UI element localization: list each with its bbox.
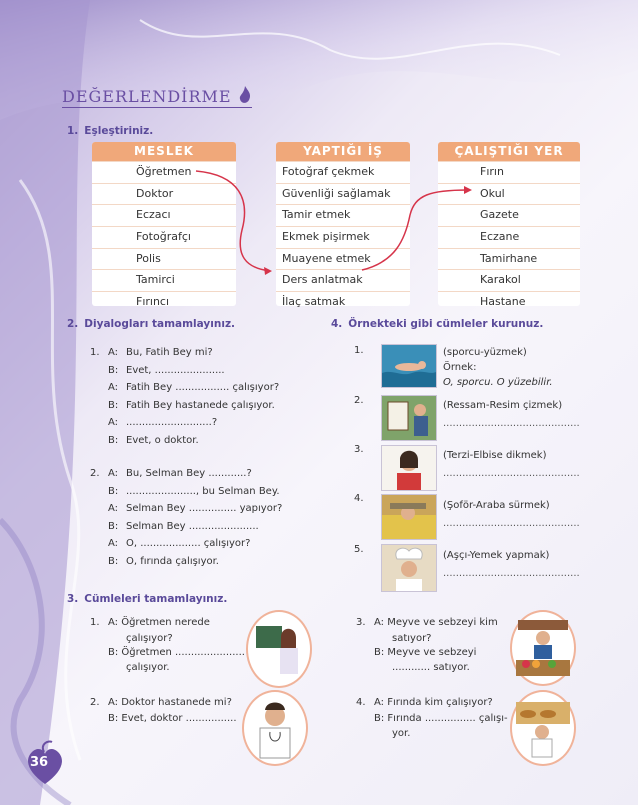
sentence-line (90, 694, 237, 712)
speaker: A: (108, 382, 119, 394)
section3-number: 3. (67, 593, 79, 605)
line-text: Bu, Fatih Bey mi? (126, 347, 213, 358)
prompt: (Terzi-Elbise dikmek) (443, 450, 547, 461)
prompt: (Ressam-Resim çizmek) (443, 400, 563, 411)
example-sentence: O, sporcu. O yüzebilir. (443, 376, 553, 388)
column-item: Fotoğrafçı (92, 226, 236, 248)
grocer-picture (510, 610, 576, 686)
exercise-4 (443, 497, 580, 532)
dialog-line (90, 465, 282, 483)
sentence-line: B: Öğretmen ...................... (108, 646, 245, 658)
line-text: Evet, ...................... (126, 364, 225, 376)
column-item: İlaç satmak (276, 291, 410, 313)
arrow-ders-okul (362, 190, 468, 270)
exercise-number: 5. (354, 544, 364, 555)
sentence-number: 3. (356, 617, 366, 628)
exercise-number: 2. (354, 395, 364, 406)
exercise-1 (443, 344, 553, 391)
prompt: (sporcu-yüzmek) (443, 347, 527, 358)
column-item: Fırıncı (92, 291, 236, 313)
column-header: YAPTIĞI İŞ (276, 142, 410, 161)
column-item: Tamir etmek (276, 204, 410, 226)
line-text: A: Meyve ve sebzeyi kim (374, 617, 498, 628)
dialog-line (90, 483, 282, 501)
dialog-line (90, 344, 279, 362)
speaker: A: (108, 468, 119, 479)
dialog-line (90, 518, 282, 536)
sentence-line: yor. (392, 727, 411, 739)
line-text: Evet, o doktor. (126, 434, 199, 446)
sentence-line (356, 614, 498, 632)
sentence-number: 4. (356, 697, 366, 708)
dialog-line (90, 379, 279, 397)
speaker: B: (108, 399, 119, 411)
exercise-number: 3. (354, 444, 364, 455)
line-text: ......................, bu Selman Bey. (126, 485, 280, 497)
line-text: Fatih Bey hastanede çalışıyor. (126, 399, 275, 411)
dialog-line (90, 432, 279, 450)
column-item: Tamirci (92, 269, 236, 291)
painter-picture (381, 395, 437, 441)
sentence-line: B: Meyve ve sebzeyi (374, 646, 477, 658)
speaker: A: (108, 503, 119, 515)
column-item: Güvenliği sağlamak (276, 183, 410, 205)
column-item: Gazete (438, 204, 580, 226)
sentence-line: satıyor? (392, 632, 432, 644)
sentence-line (90, 614, 245, 632)
section1-title: Eşleştiriniz. (84, 125, 154, 137)
sentence-line: çalışıyor? (126, 632, 173, 644)
sentence-2 (90, 694, 237, 726)
column-item: Polis (92, 248, 236, 270)
page-number: 36 (30, 755, 49, 770)
column-item: Eczane (438, 226, 580, 248)
answer-line[interactable]: ........................................... (443, 417, 580, 429)
line-text: Fatih Bey ................. çalışıyor? (126, 382, 280, 394)
exercise-number: 1. (354, 345, 364, 356)
prompt: (Aşçı-Yemek yapmak) (443, 550, 550, 561)
sentence-4 (356, 694, 508, 742)
example-label: Örnek: (443, 361, 477, 373)
column-header: MESLEK (92, 142, 236, 161)
speaker: A: (108, 417, 119, 429)
speaker: B: (108, 485, 119, 497)
sentence-number: 2. (90, 697, 100, 708)
section3-title: Cümleleri tamamlayınız. (84, 593, 228, 605)
sentence-line: B: Fırında ................ çalışı- (374, 712, 508, 724)
doctor-picture (242, 690, 308, 766)
column-item: Muayene etmek (276, 248, 410, 270)
teacher-picture (246, 610, 312, 688)
dialog-1 (90, 344, 279, 450)
arrowhead (464, 186, 472, 194)
exercise-number: 4. (354, 493, 364, 504)
section4-title: Örnekteki gibi cümleler kurunuz. (348, 318, 544, 330)
speaker: B: (108, 555, 119, 567)
sentence-line: B: Evet, doktor ................ (108, 712, 237, 724)
column-header: ÇALIŞTIĞI YER (438, 142, 580, 161)
dialog-line (90, 553, 282, 571)
section4-heading (331, 318, 543, 330)
sentence-3 (356, 614, 498, 676)
dialog-line (90, 535, 282, 553)
speaker: A: (108, 347, 119, 358)
column-item: Eczacı (92, 204, 236, 226)
section2-heading (67, 318, 235, 330)
tailor-picture (381, 445, 437, 491)
line-text: ...........................? (126, 417, 218, 429)
line-text: O, ................... çalışıyor? (126, 538, 251, 550)
line-text: A: Fırında kim çalışıyor? (374, 697, 493, 708)
swimmer-picture (381, 344, 437, 388)
dialog-2 (90, 465, 282, 571)
dialog-line (90, 362, 279, 380)
dialog-line (90, 500, 282, 518)
column-item: Ders anlatmak (276, 269, 410, 291)
arrowhead (264, 267, 272, 275)
doctor-icon (244, 692, 306, 764)
sentence-line: çalışıyor. (126, 661, 170, 673)
speaker: B: (108, 364, 119, 376)
column-item: Hastane (438, 291, 580, 313)
line-text: A: Öğretmen nerede (108, 617, 210, 628)
exercise-5 (443, 547, 580, 582)
section2-title: Diyalogları tamamlayınız. (84, 318, 236, 330)
section1-number: 1. (67, 125, 79, 137)
exercise-3 (443, 447, 580, 482)
column-item: Tamirhane (438, 248, 580, 270)
column-item: Öğretmen (92, 161, 236, 183)
line-text: Selman Bey ...................... (126, 520, 259, 532)
dialog-number: 1. (90, 347, 100, 358)
dialog-number: 2. (90, 468, 100, 479)
line-text: O, fırında çalışıyor. (126, 555, 219, 567)
teacher-icon (248, 612, 310, 686)
sentence-line (356, 694, 508, 712)
baker-icon (512, 692, 574, 764)
column-item: Fotoğraf çekmek (276, 161, 410, 183)
column-item: Ekmek pişirmek (276, 226, 410, 248)
line-text: A: Doktor hastanede mi? (108, 697, 232, 708)
baker-picture (510, 690, 576, 766)
column-item: Karakol (438, 269, 580, 291)
dialog-line (90, 397, 279, 415)
exercise-2 (443, 397, 580, 432)
sentence-line: ............ satıyor. (392, 661, 470, 673)
sentence-number: 1. (90, 617, 100, 628)
arrow-ogretmen-ders (196, 171, 270, 271)
answer-line[interactable]: ........................................... (443, 467, 580, 479)
section3-heading (67, 593, 227, 605)
speaker: A: (108, 538, 119, 550)
driver-picture (381, 494, 437, 540)
speaker: B: (108, 434, 119, 446)
line-text: Bu, Selman Bey ............? (126, 468, 252, 479)
sentence-1 (90, 614, 245, 676)
column-item: Doktor (92, 183, 236, 205)
column-item: Fırın (438, 161, 580, 183)
section4-number: 4. (331, 318, 343, 330)
prompt: (Şoför-Araba sürmek) (443, 500, 550, 511)
answer-line[interactable]: ........................................... (443, 517, 580, 529)
chef-picture (381, 544, 437, 592)
grocer-icon (512, 612, 574, 684)
speaker: B: (108, 520, 119, 532)
section2-number: 2. (67, 318, 79, 330)
answer-line[interactable]: ........................................... (443, 567, 580, 579)
title-text: DEĞERLENDİRME (62, 87, 232, 106)
dialog-line (90, 414, 279, 432)
line-text: Selman Bey ............... yapıyor? (126, 503, 283, 515)
column-item: Okul (438, 183, 580, 205)
